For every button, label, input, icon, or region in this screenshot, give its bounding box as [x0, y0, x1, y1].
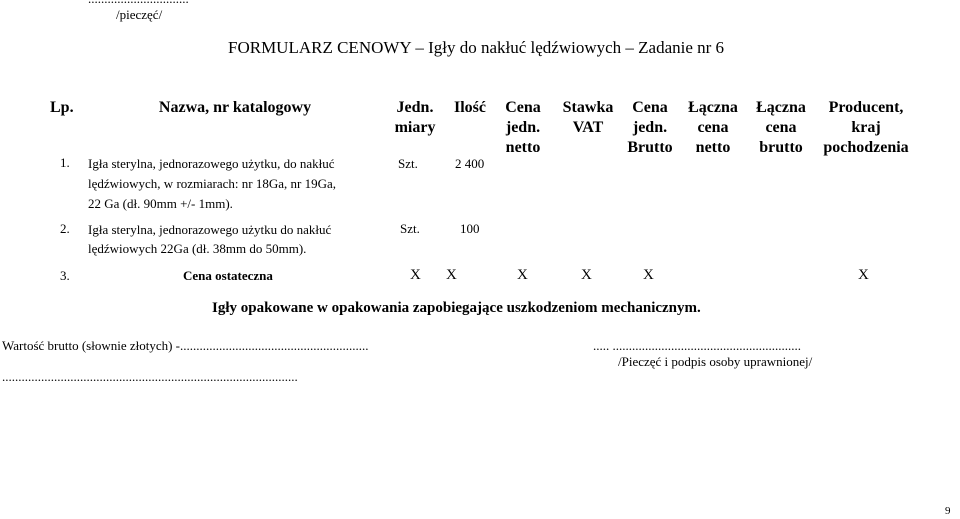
- gross-words-line: Wartość brutto (słownie złotych) -..........................................................: [2, 338, 369, 353]
- header-unit: Jedn. miary: [394, 99, 436, 136]
- header-total-net: Łączna cena netto: [688, 99, 738, 156]
- header-net-unit: Cena jedn. netto: [505, 99, 541, 156]
- header-total-gross: Łączna cena brutto: [756, 99, 806, 156]
- final-x-5: X: [643, 267, 654, 283]
- final-x-4: X: [581, 267, 592, 283]
- packaging-note: Igły opakowane w opakowania zapobiegające uszkodzeniom mechanicznym.: [212, 300, 701, 316]
- row-1-name: [88, 154, 336, 214]
- form-title: FORMULARZ CENOWY – Igły do nakłuć lędźwiowych – Zadanie nr 6: [228, 38, 725, 57]
- header-name: Nazwa, nr katalogowy: [158, 99, 312, 116]
- final-x-3: X: [517, 267, 528, 283]
- row-2-lp: 2.: [60, 221, 70, 236]
- gross-words-dots: ...........................................................................................: [2, 369, 298, 384]
- page-number: 9: [945, 505, 951, 517]
- header-producer: Producent, kraj pochodzenia: [823, 99, 909, 156]
- final-x-6: X: [858, 267, 869, 283]
- header-vat: Stawka VAT: [562, 99, 614, 136]
- row-1-name-line-2: lędźwiowych, w rozmiarach: nr 18Ga, nr 19Ga,: [88, 176, 336, 191]
- row-2-qty: 100: [460, 221, 480, 236]
- header-lp: Lp.: [50, 99, 74, 116]
- row-1-name-line-3: 22 Ga (dł. 90mm +/- 1mm).: [88, 196, 233, 211]
- signature-dots: ..... ..........................................................: [593, 338, 801, 353]
- final-lp: 3.: [60, 268, 70, 283]
- final-x-2: X: [446, 267, 457, 283]
- stamp-dots: [88, 0, 189, 7]
- row-1-lp: 1.: [60, 155, 70, 170]
- row-2-unit: Szt.: [400, 221, 420, 236]
- header-gross-unit: Cena jedn. Brutto: [627, 99, 673, 156]
- row-1-qty: 2 400: [455, 156, 485, 171]
- header-qty: Ilość: [454, 99, 486, 116]
- row-2-name-line-1: Igła sterylna, jednorazowego użytku do nakłuć: [88, 222, 332, 237]
- final-label: Cena ostateczna: [183, 268, 273, 283]
- row-2-name-line-2: lędźwiowych 22Ga (dł. 38mm do 50mm).: [88, 241, 307, 256]
- row-1-name-line-1: Igła sterylna, jednorazowego użytku, do nakłuć: [88, 156, 335, 171]
- final-x-1: X: [410, 267, 421, 283]
- signature-label: /Pieczęć i podpis osoby uprawnionej/: [618, 354, 813, 369]
- stamp-label: /pieczęć/: [116, 7, 163, 22]
- row-2-name: [88, 220, 331, 258]
- row-1-unit: Szt.: [398, 156, 418, 171]
